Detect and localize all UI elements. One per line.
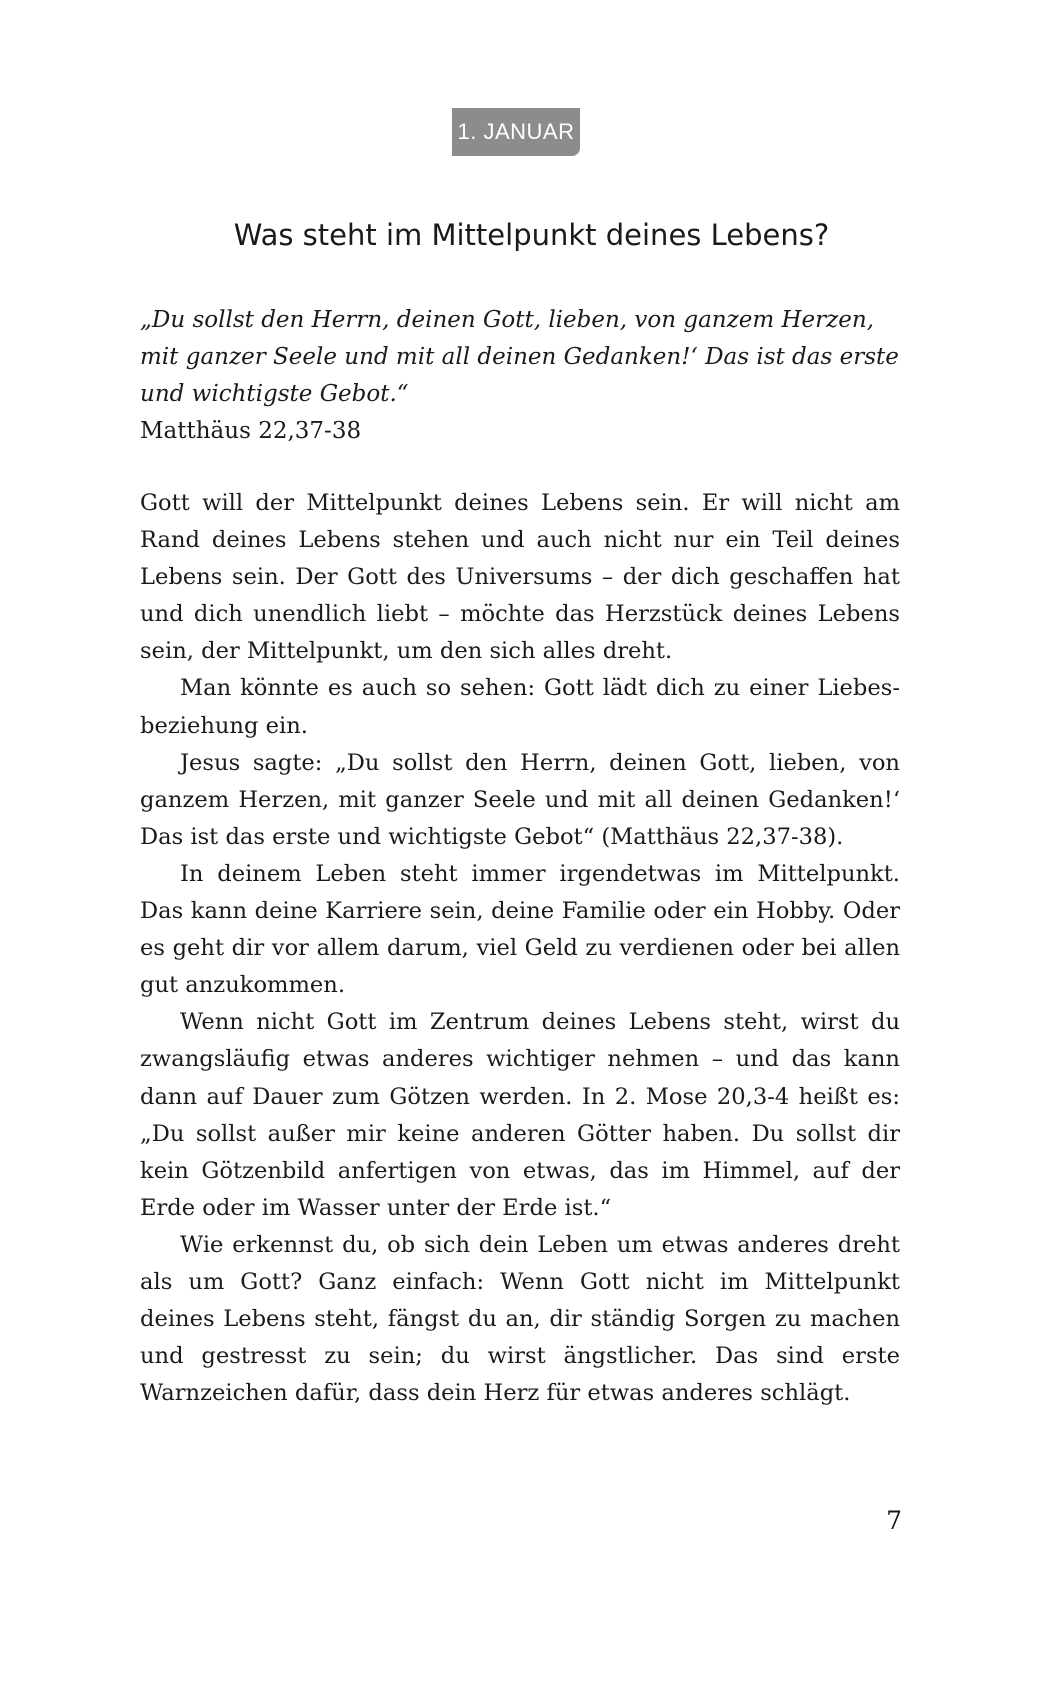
body-text — [140, 485, 900, 1412]
paragraph: Wenn nicht Gott im Zentrum deines Lebens steht, wirst du zwangsläufig etwas anderes wichtiger nehmen – und das kann dann auf Dauer zum Götzen werden. In 2. Mose 20,3-4 heißt es: „Du sollst außer mir keine anderen Götter haben. Du sollst dir kein Götzenbild anfertigen von etwas, das im Himmel, auf der Erde oder im Wasser unter der Erde ist.“ — [140, 1009, 900, 1221]
bible-quote: „Du sollst den Herrn, deinen Gott, lieben, von ganzem Herzen, mit ganzer Seele und mit all deinen Gedanken!‘ Das ist das erste und wichtigste Gebot.“ — [140, 307, 899, 407]
page-title: Was steht im Mittelpunkt deines Lebens? — [233, 218, 830, 252]
paragraph: In deinem Leben steht immer irgendetwas im Mittelpunkt. Das kann deine Karriere sein, deine Familie oder ein Hobby. Oder es geht dir vor allem darum, viel Geld zu verdienen oder bei allen gut anzukommen. — [140, 860, 900, 999]
paragraph: Man könnte es auch so sehen: Gott lädt dich zu einer Liebesbeziehung ein. — [140, 675, 900, 739]
date-label: 1. JANUAR — [457, 119, 575, 144]
paragraph: Wie erkennst du, ob sich dein Leben um etwas anderes dreht als um Gott? Ganz einfach: Wenn Gott nicht im Mittelpunkt deines Lebens steht, fängst du an, dir ständig Sorgen zu machen und gestresst zu sein; du wirst ängstlicher. Das sind erste Warnzeichen dafür, dass dein Herz für etwas anderes schlägt. — [140, 1231, 900, 1407]
date-badge — [452, 108, 580, 156]
paragraph: Gott will der Mittelpunkt deines Lebens sein. Er will nicht am Rand deines Lebens stehen und auch nicht nur ein Teil deines Lebens sein. Der Gott des Universums – der dich geschaffen hat und dich unendlich liebt – möchte das Herzstück deines Lebens sein, der Mittelpunkt, um den sich alles dreht. — [140, 490, 900, 665]
paragraph: Jesus sagte: „Du sollst den Herrn, deinen Gott, lieben, von ganzem Herzen, mit ganzer Seele und mit all deinen Gedanken!‘ Das ist das erste und wichtigste Gebot“ (Matthäus 22,37-38). — [140, 749, 900, 850]
page-number: 7 — [886, 1506, 902, 1535]
bible-reference: Matthäus 22,37-38 — [140, 418, 362, 444]
